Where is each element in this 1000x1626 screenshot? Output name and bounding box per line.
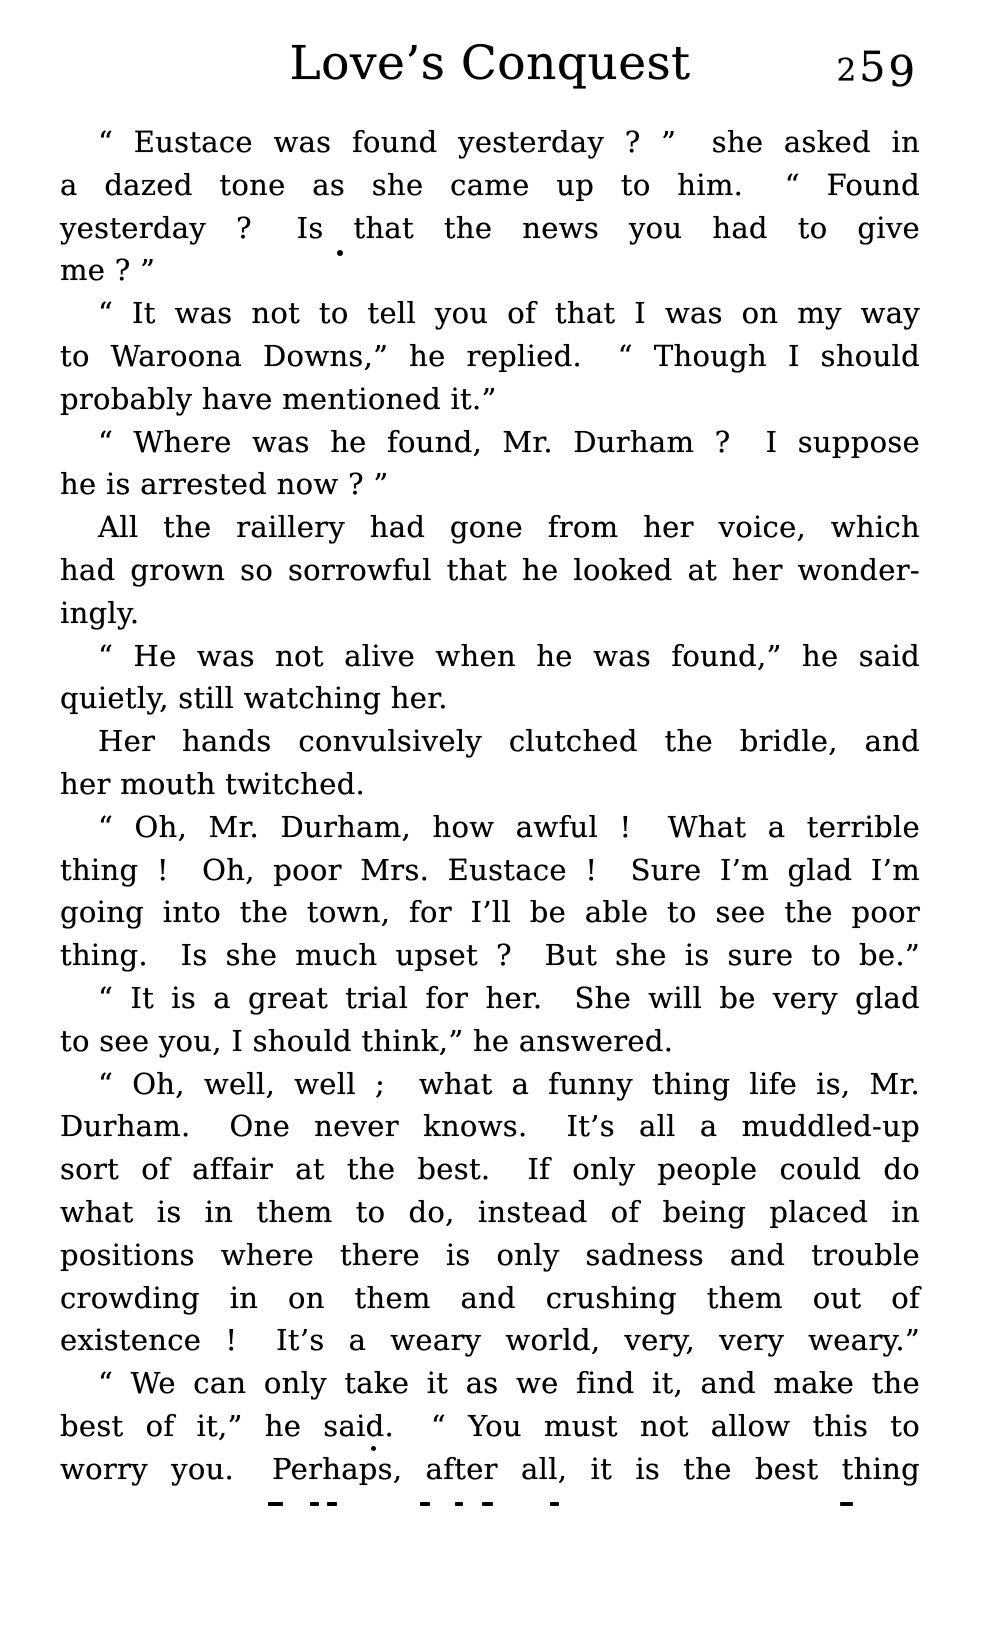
text-line: crowding in on them and crushing them out of bbox=[60, 1280, 920, 1315]
text-line: yesterday ? Is that the news you had to give bbox=[60, 210, 920, 245]
text-line: sort of affair at the best. If only people could do bbox=[60, 1152, 920, 1187]
text-line: All the raillery had gone from her voice, which bbox=[98, 510, 920, 545]
text-line: “ Oh, well, well ; what a funny thing life is, Mr. bbox=[98, 1066, 920, 1101]
text-line: Durham. One never knows. It’s all a muddled-up bbox=[60, 1109, 920, 1144]
text-line: me ? ” bbox=[60, 253, 156, 288]
page-number bbox=[836, 39, 918, 99]
text-line: he is arrested now ? ” bbox=[60, 467, 389, 502]
text-line: thing ! Oh, poor Mrs. Eustace ! Sure I’m glad I’m bbox=[60, 852, 920, 887]
text-line: “ He was not alive when he was found,” he said bbox=[98, 638, 920, 673]
text-line: worry you. Perhaps, after all, it is the best thing bbox=[60, 1451, 920, 1486]
cutoff-text-fragment bbox=[310, 1502, 319, 1506]
text-line: her mouth twitched. bbox=[60, 766, 366, 801]
text-line: ingly. bbox=[60, 595, 140, 630]
text-line: “ It was not to tell you of that I was on my way bbox=[98, 296, 920, 331]
text-line: “ Where was he found, Mr. Durham ? I suppose bbox=[98, 424, 920, 459]
text-line: “ We can only take it as we find it, and make the bbox=[98, 1366, 920, 1401]
text-line: best of it,” he said. “ You must not allow this to bbox=[60, 1408, 920, 1443]
text-line: what is in them to do, instead of being placed in bbox=[60, 1194, 920, 1229]
cutoff-text-fragment bbox=[482, 1502, 493, 1506]
text-line: to Waroona Downs,” he replied. “ Though I should bbox=[60, 338, 920, 373]
text-line: quietly, still watching her. bbox=[60, 681, 448, 716]
page-text bbox=[60, 121, 920, 1491]
text-line: thing. Is she much upset ? But she is sure to be.” bbox=[60, 938, 920, 973]
cutoff-text-fragment bbox=[327, 1502, 337, 1506]
cutoff-text-fragment bbox=[455, 1502, 463, 1506]
ink-speck bbox=[371, 1446, 376, 1451]
cutoff-text-fragment bbox=[420, 1502, 430, 1506]
text-line: existence ! It’s a weary world, very, very weary.” bbox=[60, 1323, 920, 1358]
text-line: “ Oh, Mr. Durham, how awful ! What a terrible bbox=[98, 809, 920, 844]
text-line: a dazed tone as she came up to him. “ Found bbox=[60, 167, 920, 202]
text-line: “ Eustace was found yesterday ? ” she asked in bbox=[98, 125, 920, 159]
running-title: Love’s Conquest bbox=[289, 36, 691, 91]
cutoff-text-fragment bbox=[268, 1502, 283, 1506]
text-line: had grown so sorrowful that he looked at her wonder- bbox=[60, 552, 920, 587]
page-number-digit: 9 bbox=[888, 47, 918, 97]
text-line: to see you, I should think,” he answered. bbox=[60, 1023, 674, 1058]
ink-speck bbox=[337, 250, 343, 256]
text-line: going into the town, for I’ll be able to see the poor bbox=[60, 895, 920, 930]
page-number-digit: 2 bbox=[836, 52, 860, 89]
cutoff-line bbox=[0, 1502, 1000, 1510]
cutoff-text-fragment bbox=[550, 1502, 559, 1506]
text-line: “ It is a great trial for her. She will be very glad bbox=[98, 980, 920, 1015]
text-line: Her hands convulsively clutched the bridle, and bbox=[98, 724, 920, 759]
page-number-digit: 5 bbox=[859, 43, 889, 91]
text-line: probably have mentioned it.” bbox=[60, 381, 497, 416]
text-line: positions where there is only sadness and trouble bbox=[60, 1237, 920, 1272]
cutoff-text-fragment bbox=[840, 1502, 853, 1506]
page-header bbox=[60, 36, 920, 97]
